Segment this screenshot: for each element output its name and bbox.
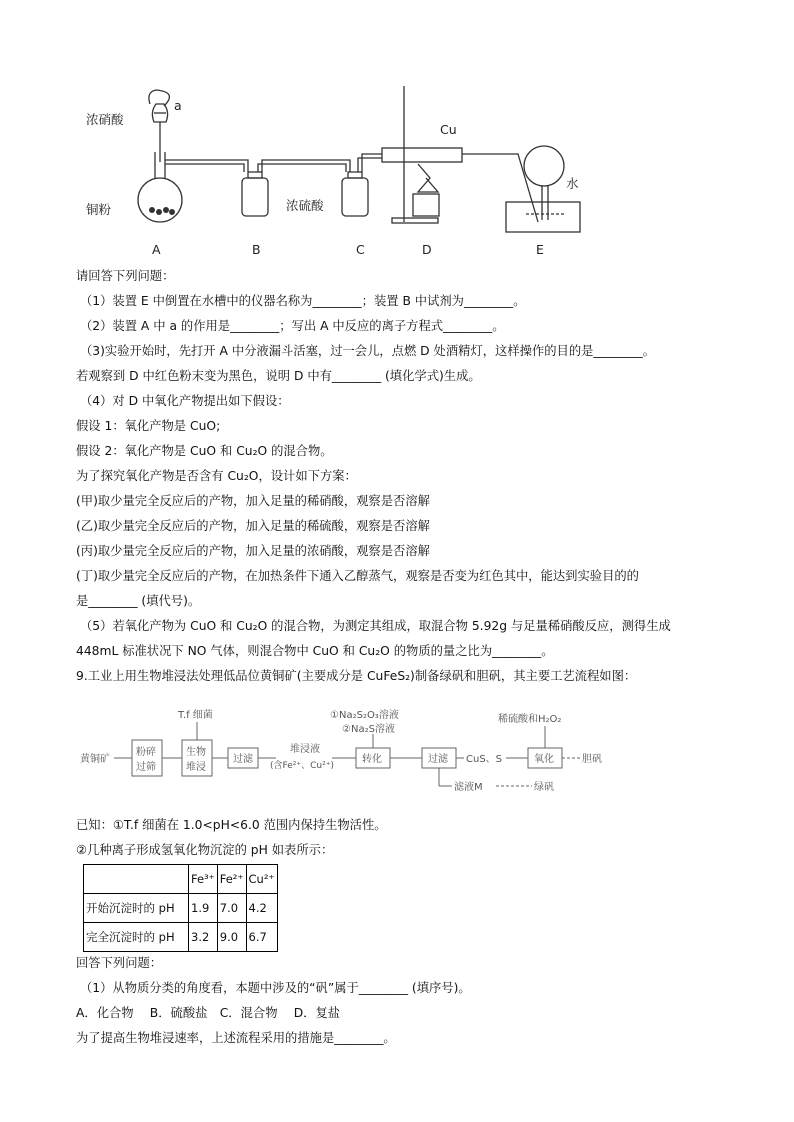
flow-reagent-2: ②Na₂S溶液 bbox=[342, 724, 395, 735]
label-A: A bbox=[152, 242, 161, 257]
question-r1: （1）从物质分类的角度看，本题中涉及的“矾”属于________ (填序号)。 bbox=[80, 981, 471, 995]
plan-yi: (乙)取少量完全反应后的产物，加入足量的稀硫酸，观察是否溶解 bbox=[76, 519, 430, 533]
label-E: E bbox=[536, 242, 544, 257]
table-header-cell bbox=[84, 865, 189, 894]
flow-leachate-1: 堆浸液 bbox=[290, 744, 320, 755]
table-cell: 3.2 bbox=[189, 923, 218, 952]
table-cell: 9.0 bbox=[217, 923, 246, 952]
flow-bioleach-2: 堆浸 bbox=[186, 762, 206, 773]
question-2: （2）装置 A 中 a 的作用是________；写出 A 中反应的离子方程式________。 bbox=[80, 319, 505, 333]
label-copper-powder: 铜粉 bbox=[86, 202, 112, 217]
question-1: （1）装置 E 中倒置在水槽中的仪器名称为________；装置 B 中试剂为________。 bbox=[80, 294, 526, 308]
plan-jia: (甲)取少量完全反应后的产物，加入足量的稀硝酸，观察是否溶解 bbox=[76, 494, 430, 508]
table-cell: 完全沉淀时的 pH bbox=[84, 923, 189, 952]
plan-bing: (丙)取少量完全反应后的产物，加入足量的浓硝酸，观察是否溶解 bbox=[76, 544, 430, 558]
question-5b: 448mL 标准状况下 NO 气体，则混合物中 CuO 和 Cu₂O 的物质的量之比为________。 bbox=[76, 644, 554, 658]
hypothesis-1: 假设 1：氧化产物是 CuO; bbox=[76, 419, 221, 433]
label-a: a bbox=[174, 98, 182, 113]
flow-bioleach-1: 生物 bbox=[186, 747, 206, 758]
table-cell: 1.9 bbox=[189, 894, 218, 923]
question-3b: 若观察到 D 中红色粉末变为黑色，说明 D 中有________ (填化学式)生成。 bbox=[76, 369, 481, 383]
flow-bacteria: T.f 细菌 bbox=[178, 710, 213, 721]
plan-ding-answer: 是________ (填代号)。 bbox=[76, 594, 201, 608]
table-header-cell: Fe²⁺ bbox=[217, 865, 246, 894]
table-header-cell: Cu²⁺ bbox=[246, 865, 277, 894]
table-row bbox=[84, 923, 278, 952]
question-3a: （3)实验开始时，先打开 A 中分液漏斗活塞，过一会儿，点燃 D 处酒精灯，这样操作的目的是________。 bbox=[80, 344, 655, 358]
flow-acid: 稀硫酸和H₂O₂ bbox=[498, 714, 562, 725]
flow-filter-2: 过滤 bbox=[428, 754, 448, 765]
label-conc-nitric: 浓硝酸 bbox=[86, 112, 124, 127]
table-header-row bbox=[84, 865, 278, 894]
question-4: （4）对 D 中氧化产物提出如下假设： bbox=[80, 394, 290, 408]
label-D: D bbox=[422, 242, 432, 257]
label-C: C bbox=[356, 242, 365, 257]
flow-leachate-2: (含Fe²⁺、Cu²⁺) bbox=[270, 761, 334, 771]
table-row bbox=[84, 894, 278, 923]
apparatus-figure bbox=[78, 82, 618, 262]
flow-green-vitriol: 绿矾 bbox=[534, 782, 554, 793]
question-last: 为了提高生物堆浸速率，上述流程采用的措施是________。 bbox=[76, 1031, 396, 1045]
known-2: ②几种离子形成氢氧化物沉淀的 pH 如表所示： bbox=[76, 843, 334, 857]
hypothesis-2: 假设 2：氧化产物是 CuO 和 Cu₂O 的混合物。 bbox=[76, 444, 333, 458]
flow-reagent-1: ①Na₂S₂O₃溶液 bbox=[330, 710, 399, 721]
ph-table bbox=[83, 864, 278, 952]
label-water: 水 bbox=[566, 176, 579, 191]
flow-blue-vitriol: 胆矾 bbox=[582, 754, 602, 765]
plan-intro: 为了探究氧化产物是否含有 Cu₂O，设计如下方案： bbox=[76, 469, 357, 483]
problem-9: 9.工业上用生物堆浸法处理低品位黄铜矿(主要成分是 CuFeS₂)制备绿矾和胆矾，其主要工艺流程如图： bbox=[76, 669, 637, 683]
flow-cus: CuS、S bbox=[466, 754, 503, 765]
question-5a: （5）若氧化产物为 CuO 和 Cu₂O 的混合物，为测定其组成，取混合物 5.92g 与足量稀硝酸反应，测得生成 bbox=[80, 619, 671, 633]
label-conc-sulfuric: 浓硫酸 bbox=[286, 198, 324, 213]
flow-oxidize: 氧化 bbox=[534, 754, 554, 765]
table-cell: 4.2 bbox=[246, 894, 277, 923]
table-cell: 6.7 bbox=[246, 923, 277, 952]
flow-ore: 黄铜矿 bbox=[80, 754, 110, 765]
answer-intro: 回答下列问题： bbox=[76, 956, 163, 970]
options: A．化合物 B．硫酸盐 C．混合物 D．复盐 bbox=[76, 1006, 341, 1020]
label-cu: Cu bbox=[440, 122, 457, 137]
flow-grind-2: 过筛 bbox=[136, 762, 156, 773]
question-intro: 请回答下列问题： bbox=[76, 269, 175, 283]
label-B: B bbox=[252, 242, 261, 257]
plan-ding: (丁)取少量完全反应后的产物，在加热条件下通入乙醇蒸气，观察是否变为红色其中，能达到实验目的的 bbox=[76, 569, 639, 583]
flow-grind-1: 粉碎 bbox=[136, 747, 156, 758]
table-header-cell: Fe³⁺ bbox=[189, 865, 218, 894]
table-cell: 开始沉淀时的 pH bbox=[84, 894, 189, 923]
flow-convert: 转化 bbox=[362, 754, 382, 765]
process-flow-diagram bbox=[80, 706, 640, 798]
table-cell: 7.0 bbox=[217, 894, 246, 923]
known-1: 已知：①T.f 细菌在 1.0<pH<6.0 范围内保持生物活性。 bbox=[76, 818, 387, 832]
flow-filtrate: 滤液M bbox=[454, 782, 483, 793]
flow-filter-1: 过滤 bbox=[233, 754, 253, 765]
